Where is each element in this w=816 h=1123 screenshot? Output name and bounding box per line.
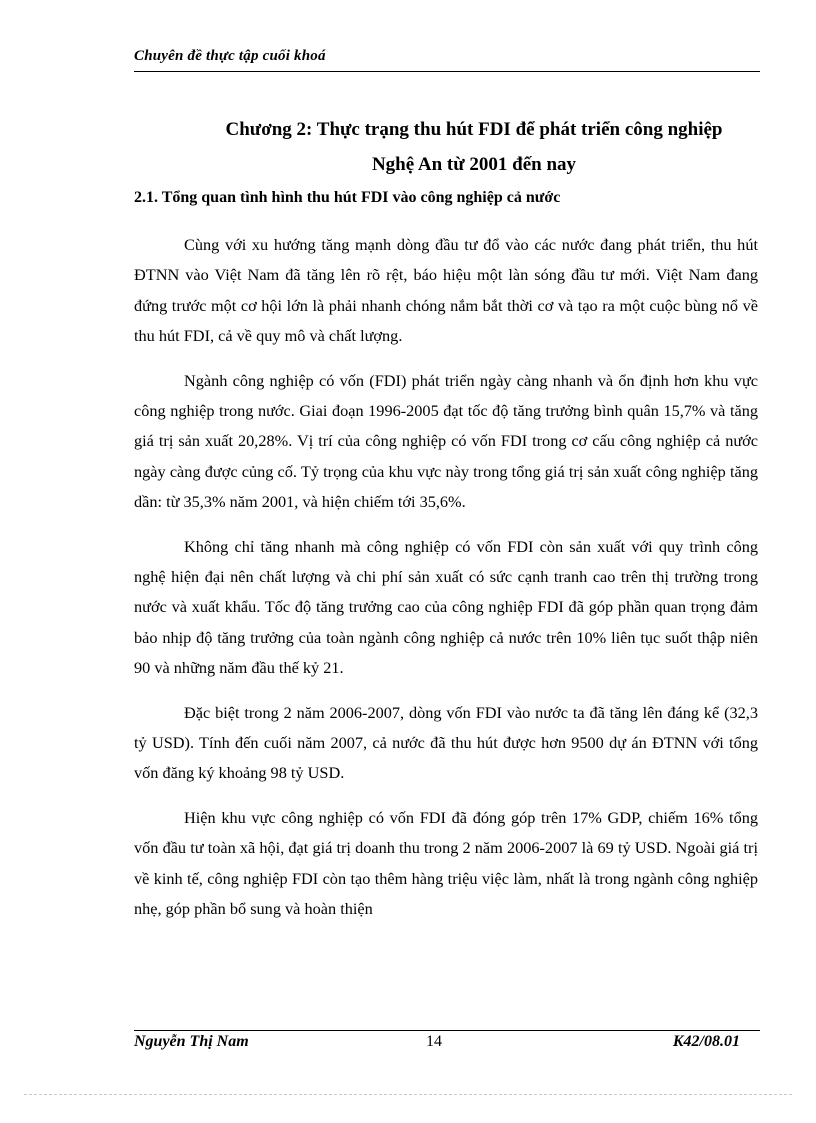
section-heading: 2.1. Tổng quan tình hình thu hút FDI vào công nghiệp cả nước (134, 189, 561, 206)
page-number: 14 (426, 1033, 442, 1050)
page-footer (134, 1033, 760, 1055)
paragraph: Ngành công nghiệp có vốn (FDI) phát triển ngày càng nhanh và ổn định hơn khu vực công nghiệp trong nước. Giai đoạn 1996-2005 đạt tốc độ tăng trưởng bình quân 15,7% và tăng giá trị sản xuất 20,28%. Vị trí của công nghiệp có vốn FDI trong cơ cấu công nghiệp cả nước ngày càng được củng cố. Tỷ trọng của khu vực này trong tổng giá trị sản xuất công nghiệp tăng dần: từ 35,3% năm 2001, và hiện chiếm tới 35,6%. (134, 370, 758, 511)
chapter-title-line-1: Chương 2: Thực trạng thu hút FDI để phát triển công nghiệp (225, 119, 723, 140)
footer-class-code: K42/08.01 (672, 1033, 740, 1050)
paragraph: Không chỉ tăng nhanh mà công nghiệp có vốn FDI còn sản xuất với quy trình công nghệ hiện đại nên chất lượng và chi phí sản xuất có sức cạnh tranh cao trên thị trường trong nước và xuất khẩu. Tốc độ tăng trưởng cao của công nghiệp FDI đã góp phần quan trọng đảm bảo nhịp độ tăng trưởng của toàn ngành công nghiệp cả nước trên 10% liên tục suốt thập niên 90 và những năm đầu thế kỷ 21. (134, 536, 758, 677)
chapter-title-line-2: Nghệ An từ 2001 đến nay (371, 154, 577, 175)
body-text (134, 230, 758, 939)
header-title: Chuyên đề thực tập cuối khoá (134, 48, 326, 64)
footer-author: Nguyễn Thị Nam (134, 1033, 249, 1050)
chapter-title (134, 112, 814, 182)
paragraph: Hiện khu vực công nghiệp có vốn FDI đã đóng góp trên 17% GDP, chiếm 16% tổng vốn đầu tư toàn xã hội, đạt giá trị doanh thu trong 2 năm 2006-2007 là 69 tỷ USD. Ngoài giá trị về kinh tế, công nghiệp FDI còn tạo thêm hàng triệu việc làm, nhất là trong ngành công nghiệp nhẹ, góp phần bổ sung và hoàn thiện (134, 808, 758, 918)
footer-rule (134, 1030, 760, 1031)
header-rule (134, 71, 760, 72)
page-bottom-edge (24, 1094, 792, 1095)
paragraph: Đặc biệt trong 2 năm 2006-2007, dòng vốn FDI vào nước ta đã tăng lên đáng kể (32,3 tỷ USD). Tính đến cuối năm 2007, cả nước đã thu hút được hơn 9500 dự án ĐTNN với tổng vốn đăng ký khoảng 98 tỷ USD. (134, 702, 758, 783)
paragraph: Cùng với xu hướng tăng mạnh dòng đầu tư đổ vào các nước đang phát triển, thu hút ĐTNN vào Việt Nam đã tăng lên rõ rệt, báo hiệu một làn sóng đầu tư mới. Việt Nam đang đứng trước một cơ hội lớn là phải nhanh chóng nắm bắt thời cơ và tạo ra một cuộc bùng nổ về thu hút FDI, cả về quy mô và chất lượng. (134, 235, 758, 345)
